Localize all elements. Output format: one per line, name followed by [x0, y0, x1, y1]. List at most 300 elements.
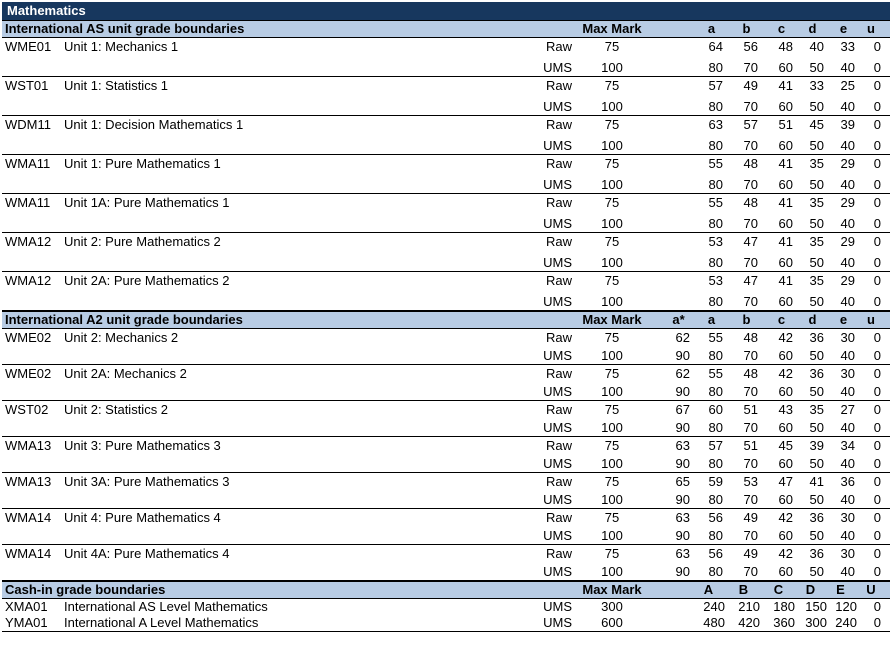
unit-block: [2, 272, 890, 311]
grade-value: 50: [809, 98, 824, 114]
grade-value: 60: [778, 383, 793, 399]
grade-value: 51: [743, 438, 758, 453]
qualification-name: International AS Level Mathematics: [64, 599, 268, 614]
unit-code: WST02: [5, 402, 49, 417]
max-mark: 75: [604, 474, 620, 489]
grade-value: 40: [840, 347, 855, 363]
grade-value: 240: [835, 615, 857, 630]
grade-value: 42: [778, 510, 793, 525]
grade-value: 0: [873, 137, 881, 153]
a2-grade-header: u: [867, 312, 875, 327]
max-mark: 75: [604, 510, 620, 525]
grade-value: 36: [809, 330, 824, 345]
mark-type: UMS: [543, 383, 572, 399]
grade-value: 62: [675, 366, 690, 381]
grade-value: 29: [840, 273, 855, 288]
grade-value: 0: [873, 366, 881, 381]
ums-row: [2, 176, 890, 194]
a2-grade-header: a*: [672, 312, 685, 327]
cash-grade-header: C: [773, 582, 784, 597]
grade-value: 80: [708, 347, 723, 363]
grade-value: 29: [840, 156, 855, 171]
grade-value: 90: [675, 563, 690, 579]
grade-value: 45: [809, 117, 824, 132]
grade-value: 40: [840, 527, 855, 543]
grade-value: 53: [743, 474, 758, 489]
grade-value: 50: [809, 293, 824, 309]
unit-block: [2, 437, 890, 473]
max-mark: 75: [604, 195, 620, 210]
ums-row: [2, 419, 890, 437]
grade-value: 50: [809, 347, 824, 363]
grade-value: 30: [840, 510, 855, 525]
grade-value: 63: [675, 546, 690, 561]
grade-value: 65: [675, 474, 690, 489]
unit-name: Unit 1: Statistics 1: [64, 78, 169, 93]
grade-value: 40: [840, 59, 855, 75]
grade-value: 70: [743, 254, 758, 270]
unit-code: WMA13: [5, 438, 52, 453]
max-mark: 100: [601, 527, 623, 543]
mark-type: Raw: [545, 402, 572, 417]
max-mark: 75: [604, 273, 620, 288]
grade-value: 70: [743, 293, 758, 309]
ums-row: [2, 527, 890, 545]
grade-value: 49: [743, 546, 758, 561]
unit-code: WMA13: [5, 474, 52, 489]
grade-value: 0: [873, 39, 881, 54]
grade-value: 36: [809, 510, 824, 525]
grade-value: 70: [743, 491, 758, 507]
mark-type: Raw: [545, 195, 572, 210]
grade-value: 0: [873, 455, 881, 471]
grade-value: 63: [708, 117, 723, 132]
unit-code: WMA12: [5, 273, 52, 288]
unit-block: [2, 365, 890, 401]
cash-grade-header: A: [703, 582, 714, 597]
a2-section-header: [2, 311, 890, 329]
unit-name: Unit 1: Mechanics 1: [64, 39, 179, 54]
cash-grade-header: B: [738, 582, 749, 597]
grade-value: 40: [840, 563, 855, 579]
grade-value: 0: [873, 195, 881, 210]
grade-boundaries-document: [2, 2, 890, 632]
grade-value: 360: [773, 615, 795, 630]
grade-value: 80: [708, 419, 723, 435]
unit-code: WMA11: [5, 156, 51, 171]
grade-value: 41: [778, 234, 793, 249]
grade-value: 90: [675, 347, 690, 363]
grade-value: 70: [743, 215, 758, 231]
ums-row: [2, 383, 890, 401]
grade-value: 0: [873, 615, 881, 630]
max-mark: 100: [601, 254, 623, 270]
grade-value: 63: [675, 510, 690, 525]
grade-value: 39: [809, 438, 824, 453]
as-grade-header: a: [707, 21, 716, 36]
grade-value: 36: [840, 474, 855, 489]
grade-value: 80: [708, 176, 723, 192]
grade-value: 40: [840, 176, 855, 192]
grade-value: 0: [873, 293, 881, 309]
unit-name: Unit 2: Pure Mathematics 2: [64, 234, 221, 249]
grade-value: 45: [778, 438, 793, 453]
grade-value: 0: [873, 254, 881, 270]
grade-value: 0: [873, 117, 881, 132]
grade-value: 40: [840, 455, 855, 471]
grade-value: 70: [743, 419, 758, 435]
unit-name: Unit 1A: Pure Mathematics 1: [64, 195, 230, 210]
unit-name: Unit 1: Pure Mathematics 1: [64, 156, 221, 171]
mark-type: UMS: [543, 98, 572, 114]
grade-value: 50: [809, 215, 824, 231]
grade-value: 35: [809, 195, 824, 210]
max-mark: 100: [601, 293, 623, 309]
grade-value: 27: [840, 402, 855, 417]
unit-name: Unit 3A: Pure Mathematics 3: [64, 474, 230, 489]
grade-value: 210: [738, 599, 760, 614]
grade-value: 80: [708, 293, 723, 309]
a2-grade-header: d: [808, 312, 817, 327]
ums-row: [2, 491, 890, 509]
ums-row: [2, 563, 890, 581]
raw-row: [2, 329, 890, 347]
grade-value: 60: [778, 59, 793, 75]
max-mark: 100: [601, 419, 623, 435]
grade-value: 80: [708, 59, 723, 75]
ums-row: [2, 347, 890, 365]
as-max-mark-header: Max Mark: [582, 21, 642, 36]
grade-value: 0: [873, 156, 881, 171]
ums-row: [2, 59, 890, 77]
cash-section-title: Cash-in grade boundaries: [5, 582, 166, 597]
grade-value: 80: [708, 527, 723, 543]
cash-grade-header: D: [805, 582, 816, 597]
grade-value: 55: [708, 156, 723, 171]
grade-value: 53: [708, 234, 723, 249]
max-mark: 75: [604, 330, 620, 345]
unit-name: Unit 2: Mechanics 2: [64, 330, 179, 345]
unit-block: [2, 473, 890, 509]
grade-value: 41: [778, 195, 793, 210]
mark-type: UMS: [543, 176, 572, 192]
grade-value: 42: [778, 546, 793, 561]
mark-type: Raw: [545, 273, 572, 288]
grade-value: 60: [778, 293, 793, 309]
grade-value: 70: [743, 98, 758, 114]
grade-value: 40: [809, 39, 824, 54]
grade-value: 0: [873, 78, 881, 93]
grade-value: 48: [778, 39, 793, 54]
unit-block: [2, 194, 890, 233]
mark-type: Raw: [545, 156, 572, 171]
grade-value: 35: [809, 234, 824, 249]
max-mark: 75: [604, 438, 620, 453]
grade-value: 41: [778, 156, 793, 171]
grade-value: 60: [778, 98, 793, 114]
grade-value: 56: [743, 39, 758, 54]
grade-value: 60: [778, 215, 793, 231]
grade-value: 39: [840, 117, 855, 132]
grade-value: 0: [873, 438, 881, 453]
raw-row: [2, 509, 890, 527]
grade-value: 80: [708, 215, 723, 231]
grade-value: 420: [738, 615, 760, 630]
ums-row: [2, 137, 890, 155]
mark-type: Raw: [545, 546, 572, 561]
grade-value: 50: [809, 527, 824, 543]
grade-value: 50: [809, 254, 824, 270]
mark-type: Raw: [545, 117, 572, 132]
grade-value: 48: [743, 330, 758, 345]
grade-value: 50: [809, 455, 824, 471]
as-section-title: International AS unit grade boundaries: [5, 21, 245, 36]
mark-type: Raw: [545, 234, 572, 249]
grade-value: 240: [703, 599, 725, 614]
cash-max-mark-header: Max Mark: [582, 582, 642, 597]
grade-value: 80: [708, 254, 723, 270]
cash-in-table: [2, 599, 890, 632]
mark-type: UMS: [543, 59, 572, 75]
grade-value: 56: [708, 546, 723, 561]
unit-block: [2, 116, 890, 155]
grade-value: 35: [809, 402, 824, 417]
grade-value: 480: [703, 615, 725, 630]
grade-value: 60: [778, 137, 793, 153]
raw-row: [2, 77, 890, 98]
grade-value: 47: [743, 234, 758, 249]
raw-row: [2, 194, 890, 215]
unit-name: Unit 4: Pure Mathematics 4: [64, 510, 221, 525]
unit-block: [2, 545, 890, 581]
grade-value: 67: [675, 402, 690, 417]
max-mark: 100: [601, 59, 623, 75]
unit-block: [2, 401, 890, 437]
max-mark: 100: [601, 491, 623, 507]
cash-in-row: [2, 615, 890, 631]
ums-row: [2, 215, 890, 233]
raw-row: [2, 38, 890, 59]
grade-value: 59: [708, 474, 723, 489]
unit-code: WMA12: [5, 234, 52, 249]
cash-in-row: [2, 599, 890, 615]
grade-value: 60: [778, 176, 793, 192]
unit-code: WMA14: [5, 546, 52, 561]
mark-type: UMS: [543, 347, 572, 363]
unit-block: [2, 155, 890, 194]
grade-value: 0: [873, 59, 881, 75]
cash-grade-header: E: [836, 582, 845, 597]
grade-value: 150: [805, 599, 827, 614]
grade-value: 0: [873, 383, 881, 399]
grade-value: 51: [778, 117, 793, 132]
grade-value: 0: [873, 234, 881, 249]
unit-code: WMA11: [5, 195, 51, 210]
grade-value: 55: [708, 195, 723, 210]
a2-units-table: [2, 329, 890, 581]
unit-block: [2, 509, 890, 545]
grade-value: 180: [773, 599, 795, 614]
max-mark: 75: [604, 234, 620, 249]
max-mark: 75: [604, 546, 620, 561]
grade-value: 50: [809, 137, 824, 153]
a2-max-mark-header: Max Mark: [582, 312, 642, 327]
grade-value: 51: [743, 402, 758, 417]
mark-type: UMS: [543, 215, 572, 231]
max-mark: 300: [601, 599, 623, 614]
as-units-table: [2, 38, 890, 311]
unit-block: [2, 233, 890, 272]
as-grade-header: u: [867, 21, 875, 36]
grade-value: 0: [873, 347, 881, 363]
as-grade-header: c: [777, 21, 786, 36]
unit-block: [2, 329, 890, 365]
grade-value: 0: [873, 546, 881, 561]
mark-type: Raw: [545, 330, 572, 345]
grade-value: 60: [778, 347, 793, 363]
grade-value: 300: [805, 615, 827, 630]
max-mark: 100: [601, 215, 623, 231]
grade-value: 42: [778, 366, 793, 381]
unit-code: WST01: [5, 78, 49, 93]
max-mark: 100: [601, 98, 623, 114]
grade-value: 60: [778, 419, 793, 435]
grade-value: 90: [675, 491, 690, 507]
as-grade-header: b: [742, 21, 751, 36]
unit-name: Unit 2A: Mechanics 2: [64, 366, 187, 381]
mark-type: Raw: [545, 438, 572, 453]
unit-code: WDM11: [5, 117, 51, 132]
grade-value: 36: [809, 546, 824, 561]
qualification-code: XMA01: [5, 599, 48, 614]
raw-row: [2, 155, 890, 176]
mark-type: Raw: [545, 366, 572, 381]
grade-value: 60: [778, 254, 793, 270]
raw-row: [2, 233, 890, 254]
page-title: Mathematics: [2, 2, 890, 20]
grade-value: 90: [675, 455, 690, 471]
max-mark: 75: [604, 78, 620, 93]
ums-row: [2, 98, 890, 116]
raw-row: [2, 116, 890, 137]
grade-value: 41: [809, 474, 824, 489]
grade-value: 40: [840, 254, 855, 270]
mark-type: UMS: [543, 563, 572, 579]
grade-value: 42: [778, 330, 793, 345]
grade-value: 80: [708, 383, 723, 399]
grade-value: 33: [809, 78, 824, 93]
grade-value: 35: [809, 273, 824, 288]
raw-row: [2, 365, 890, 383]
grade-value: 0: [873, 527, 881, 543]
grade-value: 48: [743, 195, 758, 210]
a2-grade-header: e: [839, 312, 848, 327]
mark-type: UMS: [543, 293, 572, 309]
grade-value: 70: [743, 176, 758, 192]
cash-section-header: [2, 581, 890, 599]
grade-value: 30: [840, 366, 855, 381]
grade-value: 41: [778, 273, 793, 288]
grade-value: 0: [873, 563, 881, 579]
mark-type: UMS: [543, 491, 572, 507]
grade-value: 40: [840, 293, 855, 309]
grade-value: 48: [743, 156, 758, 171]
grade-value: 0: [873, 273, 881, 288]
max-mark: 75: [604, 156, 620, 171]
mark-type: UMS: [543, 419, 572, 435]
unit-block: [2, 77, 890, 116]
grade-value: 30: [840, 330, 855, 345]
unit-code: WME02: [5, 330, 52, 345]
mark-type: UMS: [543, 615, 572, 630]
grade-value: 80: [708, 563, 723, 579]
grade-value: 50: [809, 176, 824, 192]
max-mark: 75: [604, 366, 620, 381]
grade-value: 40: [840, 98, 855, 114]
grade-value: 60: [778, 563, 793, 579]
grade-value: 49: [743, 78, 758, 93]
max-mark: 100: [601, 137, 623, 153]
as-section-header: [2, 20, 890, 38]
grade-value: 62: [675, 330, 690, 345]
max-mark: 100: [601, 563, 623, 579]
a2-grade-header: b: [742, 312, 751, 327]
as-grade-header: e: [839, 21, 848, 36]
max-mark: 600: [601, 615, 623, 630]
grade-value: 53: [708, 273, 723, 288]
grade-value: 70: [743, 383, 758, 399]
ums-row: [2, 254, 890, 272]
grade-value: 80: [708, 491, 723, 507]
grade-value: 60: [778, 455, 793, 471]
mark-type: UMS: [543, 254, 572, 270]
mark-type: UMS: [543, 527, 572, 543]
grade-value: 70: [743, 455, 758, 471]
grade-value: 50: [809, 491, 824, 507]
max-mark: 100: [601, 383, 623, 399]
grade-value: 57: [708, 78, 723, 93]
unit-code: WME01: [5, 39, 52, 54]
grade-value: 64: [708, 39, 723, 54]
grade-value: 41: [778, 78, 793, 93]
a2-grade-header: a: [707, 312, 716, 327]
grade-value: 34: [840, 438, 855, 453]
grade-value: 57: [743, 117, 758, 132]
max-mark: 75: [604, 402, 620, 417]
max-mark: 75: [604, 117, 620, 132]
raw-row: [2, 545, 890, 563]
grade-value: 63: [675, 438, 690, 453]
grade-value: 70: [743, 527, 758, 543]
raw-row: [2, 401, 890, 419]
grade-value: 50: [809, 59, 824, 75]
grade-value: 55: [708, 366, 723, 381]
grade-value: 80: [708, 137, 723, 153]
grade-value: 40: [840, 383, 855, 399]
unit-name: Unit 2A: Pure Mathematics 2: [64, 273, 230, 288]
max-mark: 100: [601, 455, 623, 471]
unit-code: WMA14: [5, 510, 52, 525]
max-mark: 75: [604, 39, 620, 54]
grade-value: 0: [873, 510, 881, 525]
grade-value: 50: [809, 419, 824, 435]
grade-value: 0: [873, 491, 881, 507]
grade-value: 30: [840, 546, 855, 561]
grade-value: 0: [873, 98, 881, 114]
mark-type: Raw: [545, 510, 572, 525]
grade-value: 70: [743, 563, 758, 579]
unit-name: Unit 3: Pure Mathematics 3: [64, 438, 221, 453]
